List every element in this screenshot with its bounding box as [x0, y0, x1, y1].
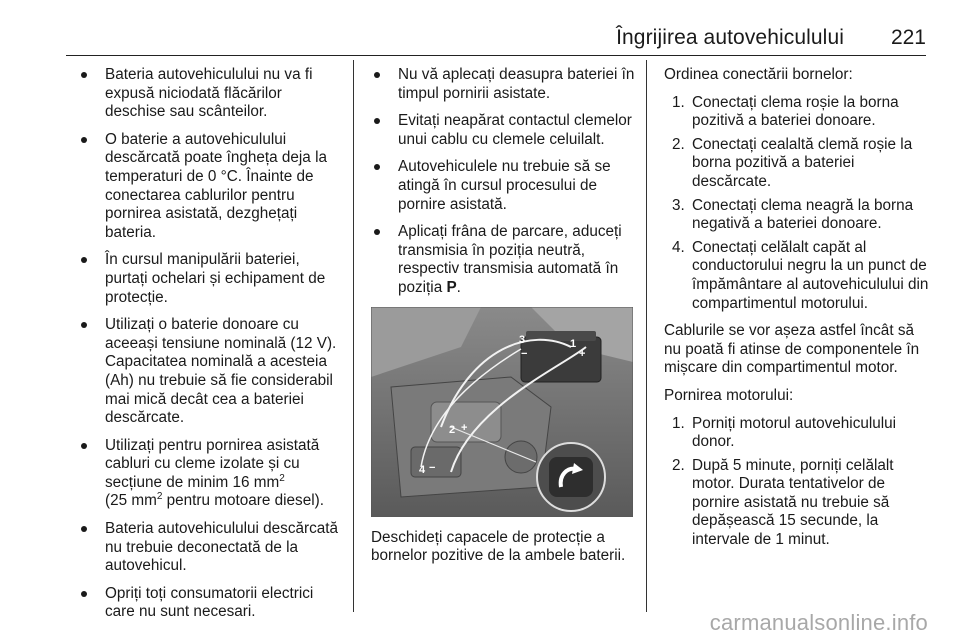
- list-item: [78, 437, 346, 511]
- column-middle: [371, 66, 637, 575]
- cable-routing-note: Cablurile se vor așeza astfel încât să nu poată fi atinse de componentele în mișcare din compartimentul motor.: [664, 322, 920, 377]
- transmission-text: Aplicați frâna de parcare, aduceți transmisia în poziția neutră, respectiv transmisia automată în poziția: [398, 223, 622, 296]
- park-position: P: [446, 278, 457, 296]
- watermark: carmanualsonline.info: [709, 610, 928, 635]
- list-item: 1. Porniți motorul autovehiculului donor.: [672, 414, 897, 451]
- minus-sign: −: [521, 347, 528, 360]
- list-item: Evitați neapărat contactul clemelor unui cablu cu clemele celuilalt.: [371, 112, 637, 149]
- page-number: 221: [890, 26, 926, 49]
- section-title: Îngrijirea autovehiculului: [616, 26, 844, 49]
- bullet-list: [78, 66, 346, 622]
- page-header: [0, 0, 960, 58]
- engine-start-title: Pornirea motorului:: [664, 386, 794, 404]
- engine-bay-drawing: [371, 307, 633, 517]
- cable-text-end: pentru motoare diesel).: [162, 492, 324, 510]
- list-item: O baterie a autovehiculului descărcată poate îngheța deja la temperaturi de 0 °C. Înainte de conectarea cablurilor pentru pornirea asistată, dezghețați bateria.: [78, 131, 346, 243]
- list-item: Bateria autovehiculului nu va fi expusă niciodată flăcărilor deschise sau scânteilor.: [78, 66, 346, 122]
- figure-caption: Deschideți capacele de protecție a bornelor pozitive de la ambele baterii.: [371, 528, 626, 565]
- list-item: Utilizați o baterie donoare cu aceeași tensiune nominală (12 V). Capacitatea nominală a acesteia (Ah) nu trebuie să fie considerabil mai mică decât cea a bateriei descărcate.: [78, 316, 346, 428]
- list-item: În cursul manipulării bateriei, purtați ochelari și echipament de protecție.: [78, 251, 346, 307]
- label-2: 2: [449, 423, 456, 436]
- list-item: Opriți toți consumatorii electrici care nu sunt necesari.: [78, 585, 346, 622]
- period: .: [456, 278, 461, 296]
- list-item: 1. Conectați clema roșie la borna pozitivă a bateriei donoare.: [672, 93, 899, 130]
- column-divider: [646, 60, 647, 612]
- column-right: [664, 66, 930, 559]
- list-item: 2. După 5 minute, porniți celălalt motor. Durata tentativelor de pornire asistată nu trebuie să depășească 15 secunde, la intervale de 1 minut.: [672, 456, 894, 549]
- superscript: 2: [156, 491, 163, 503]
- list-item: Nu vă aplecați deasupra bateriei în timpul pornirii asistate.: [371, 66, 637, 103]
- label-3: 3: [519, 333, 526, 346]
- start-steps: [664, 415, 930, 550]
- column-left: [78, 66, 346, 631]
- list-item: [371, 223, 637, 297]
- list-item: 4. Conectați celălalt capăt al conductorului negru la un punct de împământare al autovehiculului din compartimentul motorului.: [672, 238, 929, 312]
- engine-bay-illustration: [371, 307, 633, 517]
- label-4: 4: [419, 463, 426, 476]
- cable-text-diesel: (25 mm: [105, 492, 157, 510]
- connection-order-title: Ordinea conectării bornelor:: [664, 66, 853, 83]
- list-item: 2. Conectați cealaltă clemă roșie la borna pozitivă a bateriei descărcate.: [672, 135, 913, 190]
- bullet-list: [371, 66, 637, 298]
- list-item: Bateria autovehiculului descărcată nu trebuie deconectată de la autovehicul.: [78, 520, 346, 576]
- label-1: 1: [570, 337, 577, 350]
- header-rule: [66, 55, 926, 56]
- list-item: 3. Conectați clema neagră la borna negativă a bateriei donoare.: [672, 196, 914, 233]
- superscript: 2: [279, 472, 285, 484]
- plus-sign: +: [461, 421, 468, 434]
- minus-sign: −: [429, 461, 436, 474]
- cable-text: Utilizați pentru pornirea asistată cabluri cu cleme izolate și cu secțiune de minim 16 mm: [105, 436, 320, 491]
- connection-steps: [664, 94, 930, 314]
- column-divider: [353, 60, 354, 612]
- list-item: Autovehiculele nu trebuie să se atingă în cursul procesului de pornire asistată.: [371, 158, 637, 214]
- plus-sign: +: [579, 347, 586, 360]
